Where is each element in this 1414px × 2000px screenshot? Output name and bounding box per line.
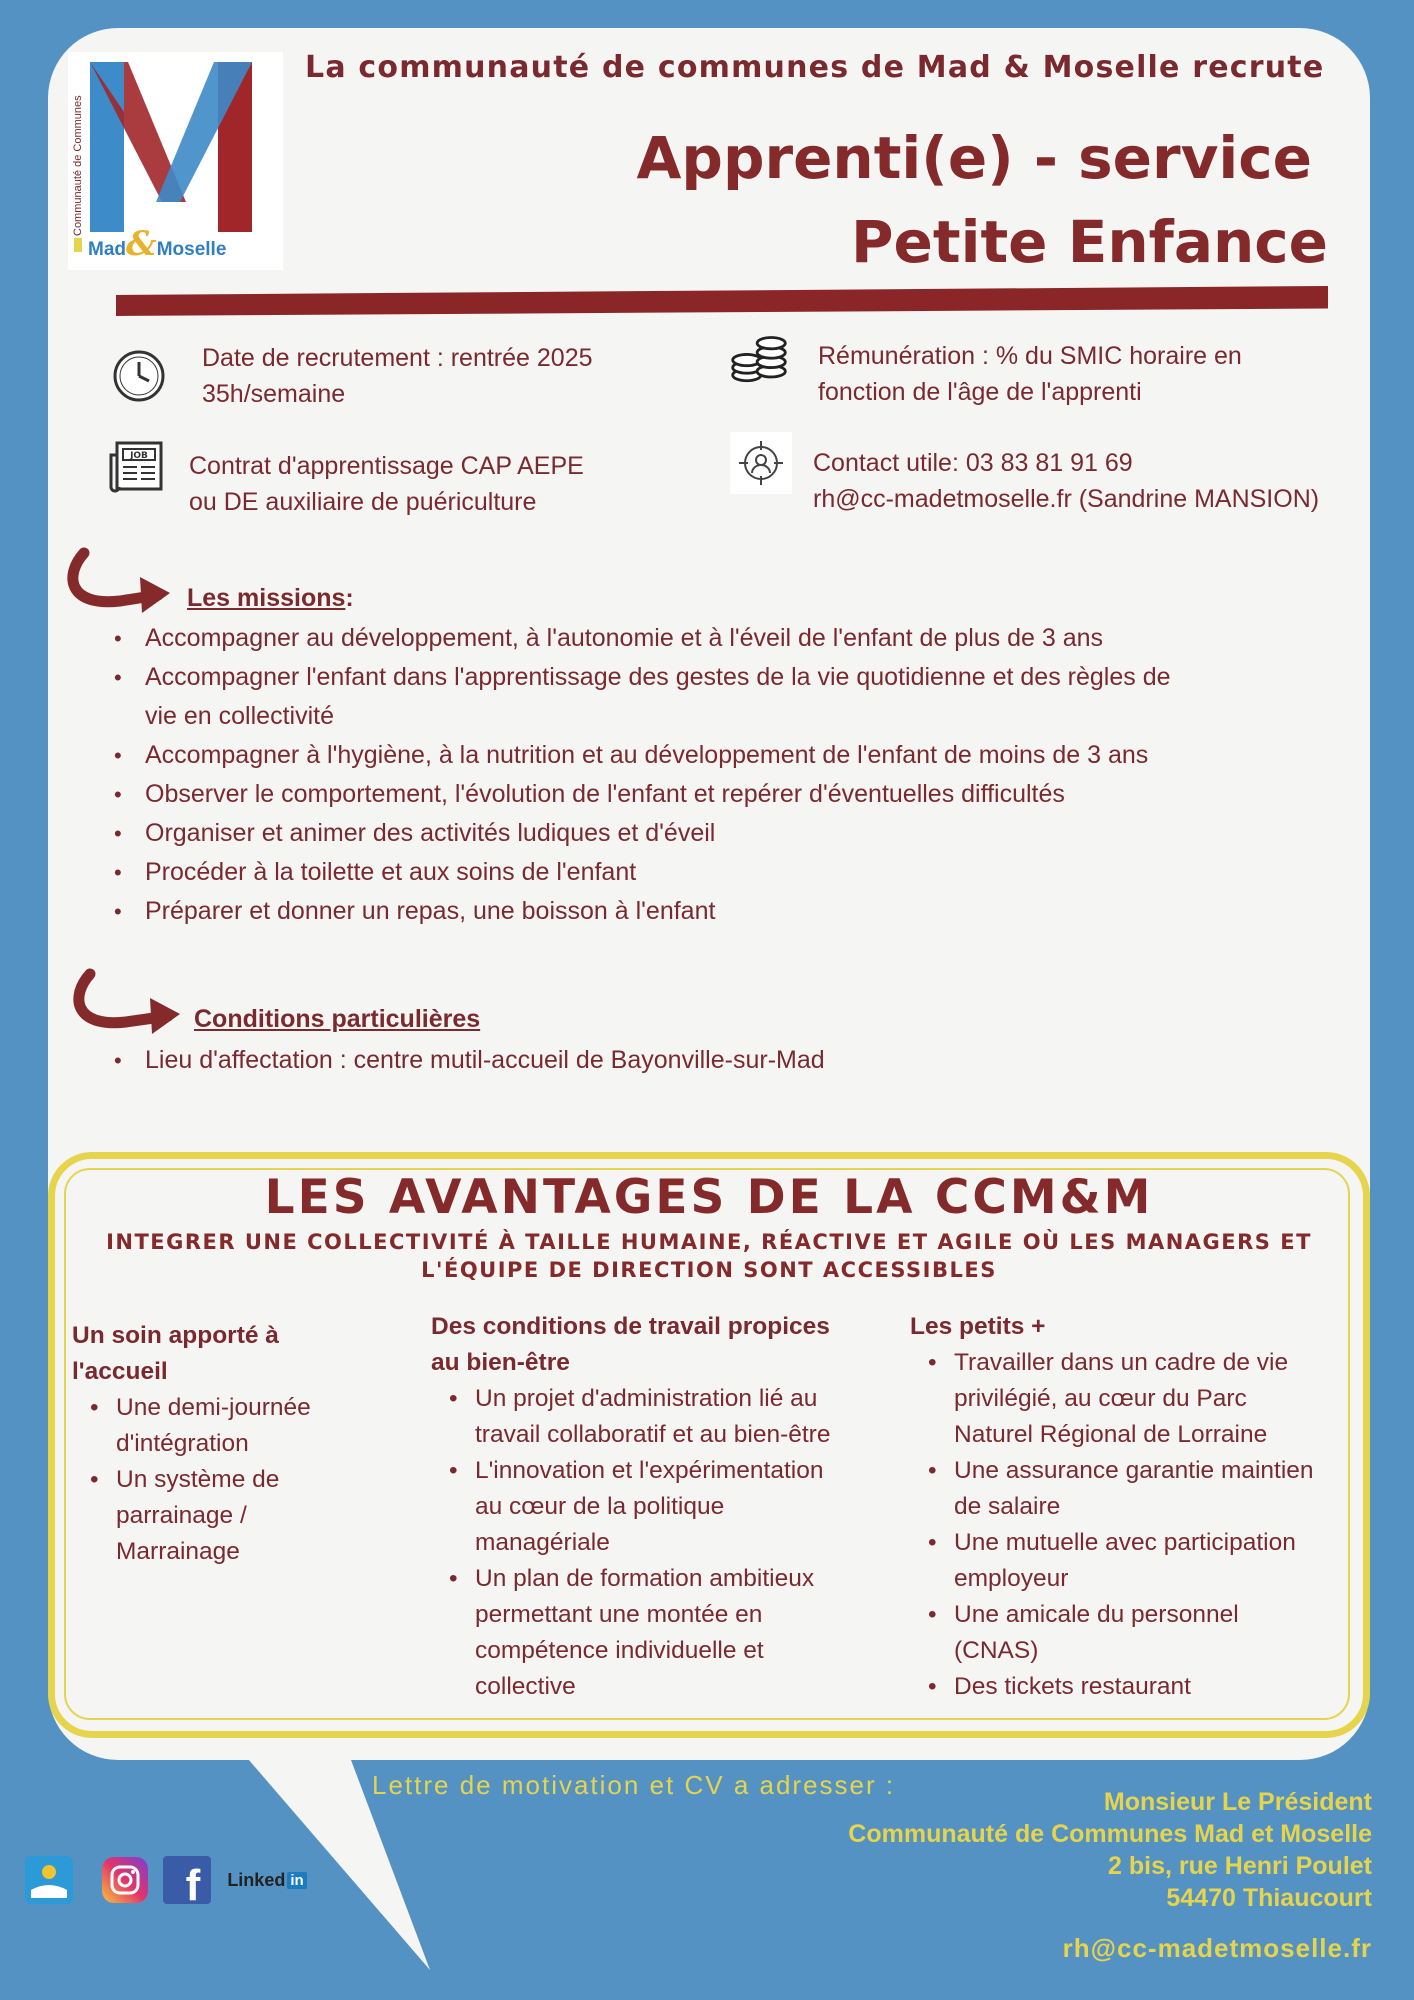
list-item: • Préparer et donner un repas, une boisson à l'enfant [114, 892, 1344, 931]
list-item: • Une amicale du personnel (CNAS) [910, 1597, 1360, 1669]
list-item: • Un plan de formation ambitieux permettant une montée en compétence individuelle et collective [431, 1561, 901, 1705]
instagram-icon[interactable] [100, 1855, 150, 1905]
list-item: • Un système de parrainage / Marrainage [72, 1462, 392, 1570]
list-item: • Une mutuelle avec participation employeur [910, 1525, 1360, 1597]
list-item: • Un projet d'administration lié au travail collaboratif et au bien-être [431, 1381, 901, 1453]
logo-side-text: Communauté de Communes [72, 95, 84, 236]
list-item: • Lieu d'affectation : centre mutil-accueil de Bayonville-sur-Mad [114, 1041, 1314, 1080]
svg-text:f: f [185, 1861, 201, 1904]
advantages-subtitle: INTEGRER UNE COLLECTIVITÉ À TAILLE HUMAINE, RÉACTIVE ET AGILE OÙ LES MANAGERS ET L'ÉQUIPE DE DIRECTION SONT ACCESSIBLES [106, 1230, 1312, 1282]
list-item: • Une demi-journée d'intégration [72, 1390, 392, 1462]
application-cta: Lettre de motivation et CV a adresser : [372, 1770, 896, 1800]
arrow-icon [62, 545, 172, 625]
headline: La communauté de communes de Mad & Moselle recrute [305, 50, 1325, 85]
logo-m-icon [68, 52, 283, 252]
list-item: • Travailler dans un cadre de vie privilégié, au cœur du Parc Naturel Régional de Lorraine [910, 1345, 1360, 1453]
mad-moselle-logo [68, 52, 283, 270]
list-item: • Organiser et animer des activités ludiques et d'éveil [114, 814, 1344, 853]
list-item: • Observer le comportement, l'évolution de l'enfant et repérer d'éventuelles difficultés [114, 775, 1344, 814]
contact-target-icon [730, 432, 792, 494]
conditions-list [114, 1041, 1314, 1080]
list-item: • Accompagner l'enfant dans l'apprentissage des gestes de la vie quotidienne et des règles de [114, 658, 1344, 697]
list-item: • Accompagner au développement, à l'autonomie et à l'éveil de l'enfant de plus de 3 ans [114, 619, 1344, 658]
advantages-col-extras [910, 1309, 1360, 1705]
col-heading: Des conditions de travail propices au bien-être [431, 1313, 830, 1376]
logo-wordmark: Mad&Moselle [88, 224, 227, 264]
arrow-icon [68, 966, 188, 1046]
contact-email-link[interactable]: rh@cc-madetmoselle.fr [1062, 1933, 1372, 1963]
clock-icon [108, 345, 170, 407]
postal-address: Monsieur Le Président Communauté de Communes Mad et Moselle 2 bis, rue Henri Poulet 54470 Thiaucourt [848, 1788, 1372, 1912]
contract-info: Contrat d'apprentissage CAP AEPE ou DE auxiliaire de puériculture [189, 452, 584, 516]
missions-list [114, 619, 1344, 931]
facebook-icon[interactable] [162, 1855, 212, 1905]
job-title-line1: Apprenti(e) - service [636, 124, 1312, 192]
list-item: • Une assurance garantie maintien de salaire [910, 1453, 1360, 1525]
svg-text:JOB: JOB [130, 451, 148, 461]
missions-heading: Les missions: [187, 584, 354, 612]
conditions-heading: Conditions particulières [194, 1005, 481, 1033]
list-item: • Accompagner à l'hygiène, à la nutrition et au développement de l'enfant de moins de 3 ans [114, 736, 1344, 775]
app-icon[interactable] [24, 1855, 74, 1905]
contact-info: Contact utile: 03 83 81 91 69 rh@cc-madetmoselle.fr (Sandrine MANSION) [813, 449, 1320, 513]
list-item: • Des tickets restaurant [910, 1669, 1360, 1705]
recruitment-date: Date de recrutement : rentrée 2025 35h/semaine [202, 344, 593, 408]
list-item: • Procéder à la toilette et aux soins de l'enfant [114, 853, 1344, 892]
job-title-line2: Petite Enfance [851, 208, 1328, 276]
advantages-col-welcome [72, 1318, 392, 1570]
col-heading: Les petits + [910, 1313, 1046, 1340]
linkedin-icon[interactable]: Linked in [222, 1855, 312, 1905]
list-item: • L'innovation et l'expérimentation au cœur de la politique managériale [431, 1453, 901, 1561]
advantages-col-workconditions [431, 1309, 901, 1705]
advantages-title: LES AVANTAGES DE LA CCM&M [264, 1170, 1154, 1225]
coins-icon [728, 330, 790, 392]
salary-info: Rémunération : % du SMIC horaire en fonction de l'âge de l'apprenti [818, 342, 1242, 406]
job-newspaper-icon [106, 436, 168, 498]
col-heading: Un soin apporté à l'accueil [72, 1322, 279, 1385]
list-item-continuation: vie en collectivité [145, 702, 334, 730]
